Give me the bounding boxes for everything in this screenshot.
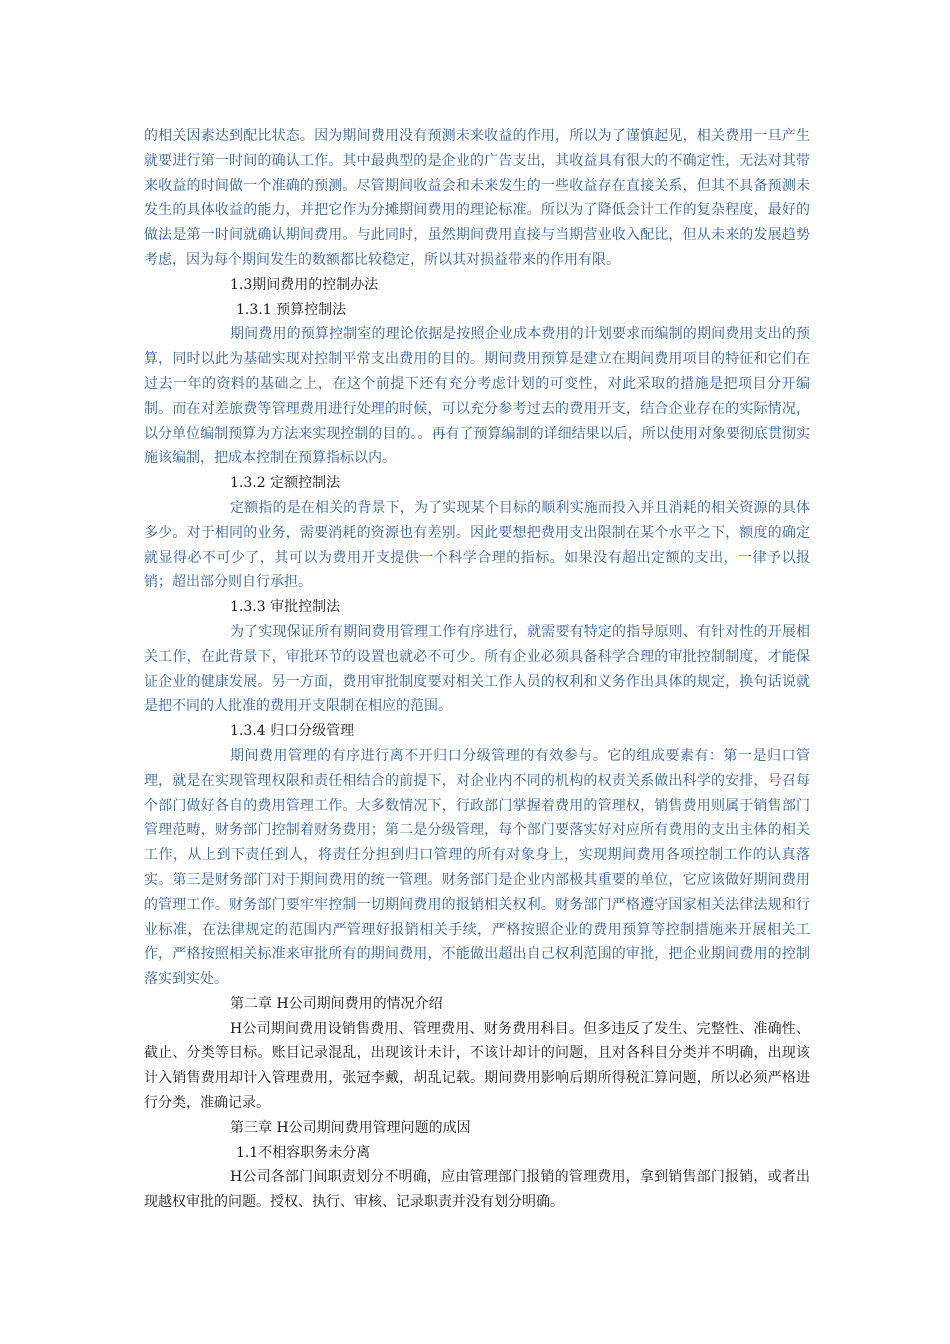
section-heading-1-3-3: 1.3.3 审批控制法 — [230, 599, 341, 616]
paragraph-1-3-2: 定额指的是在相关的背景下，为了实现某个目标的顺利实施而投入并且消耗的相关资源的具体多少。对于相同的业务，需要消耗的资源也有差别。因此要想把费用支出限制在某个水平之下，额度的确定就显得必不可少了，其可以为费用开支提供一个科学合理的指标。如果没有超出定额的支出，一律予以报销；超出部分则自行承担。 — [144, 499, 810, 591]
chapter-heading-3: 第三章 H公司期间费用管理问题的成因 — [230, 1119, 471, 1136]
document-body — [144, 124, 810, 1215]
section-heading-1-3-4: 1.3.4 归口分级管理 — [230, 723, 355, 740]
paragraph-1-3-4: 期间费用管理的有序进行离不开归口分级管理的有效参与。它的组成要素有：第一是归口管理，就是在实现管理权限和责任相结合的前提下，对企业内不同的机构的权责关系做出科学的安排，号召每个部门做好各自的费用管理工作。大多数情况下，行政部门掌握着费用的管理权，销售费用则属于销售部门管理范畴，财务部门控制着财务费用；第二是分级管理，每个部门要落实好对应所有费用的支出主体的相关工作，从上到下责任到人，将责任分担到归口管理的所有对象身上，实现期间费用各项控制工作的认真落实。第三是财务部门对于期间费用的统一管理。财务部门是企业内部极其重要的单位，它应该做好期间费用的管理工作。财务部门要牢牢控制一切期间费用的报销相关权利。财务部门严格遵守国家相关法律法规和行业标准，在法律规定的范围内严管理好报销相关手续，严格按照企业的费用预算等控制措施来开展相关工作，严格按照相关标准来审批所有的期间费用，不能做出超出自己权利范围的审批，把企业期间费用的控制落实到实处。 — [144, 747, 810, 988]
intro-paragraph: 的相关因素达到配比状态。因为期间费用没有预测未来收益的作用，所以为了谨慎起见，相关费用一旦产生就要进行第一时间的确认工作。其中最典型的是企业的广告支出，其收益具有很大的不确定性，无法对其带来收益的时间做一个准确的预测。尽管期间收益会和未来发生的一些收益存在直接关系，但其不具备预测未发生的具体收益的能力，并把它作为分摊期间费用的理论标准。所以为了降低会计工作的复杂程度，最好的做法是第一时间就确认期间费用。与此同时，虽然期间费用直接与当期营业收入配比，但从未来的发展趋势考虑，因为每个期间发生的数额都比较稳定，所以其对损益带来的作用有限。 — [144, 128, 810, 268]
section-heading-1-3-1: 1.3.1 预算控制法 — [236, 301, 347, 318]
section-heading-1-3-2: 1.3.2 定额控制法 — [230, 475, 341, 492]
section-heading-1-3: 1.3期间费用的控制办法 — [230, 276, 379, 293]
paragraph-1-3-1: 期间费用的预算控制室的理论依据是按照企业成本费用的计划要求而编制的期间费用支出的预算，同时以此为基础实现对控制平常支出费用的目的。期间费用预算是建立在期间费用项目的特征和它们在过去一年的资料的基础之上，在这个前提下还有充分考虑计划的可变性，对此采取的措施是把项目分开编制。而在对差旅费等管理费用进行处理的时候，可以充分参考过去的费用开支，结合企业存在的实际情况，以分单位编制预算为方法来实现控制的目的。。再有了预算编制的详细结果以后，所以使用对象要彻底贯彻实施该编制，把成本控制在预算指标以内。 — [144, 326, 810, 467]
paragraph-1-3-3: 为了实现保证所有期间费用管理工作有序进行，就需要有特定的指导原则、有针对性的开展相关工作，在此背景下，审批环节的设置也就必不可少。所有企业必须具备科学合理的审批控制制度，才能保证企业的健康发展。另一方面，费用审批制度要对相关工作人员的权利和义务作出具体的规定，换句话说就是把不同的人批准的费用开支限制在相应的范围。 — [144, 623, 810, 715]
paragraph-chapter-2: H公司期间费用设销售费用、管理费用、财务费用科目。但多违反了发生、完整性、准确性、截止、分类等目标。账目记录混乱，出现该计未计，不该计却计的问题，且对各科目分类并不明确，出现该计入销售费用却计入管理费用，张冠李戴，胡乱记载。期间费用影响后期所得税汇算问题，所以必须严格进行分类，准确记录。 — [144, 1020, 810, 1112]
section-heading-1-1: 1.1不相容职务未分离 — [236, 1144, 371, 1161]
paragraph-1-1: H公司各部门间职责划分不明确，应由管理部门报销的管理费用，拿到销售部门报销，或者出现越权审批的问题。授权、执行、审核、记录职责并没有划分明确。 — [144, 1169, 810, 1211]
chapter-heading-2: 第二章 H公司期间费用的情况介绍 — [230, 995, 443, 1012]
